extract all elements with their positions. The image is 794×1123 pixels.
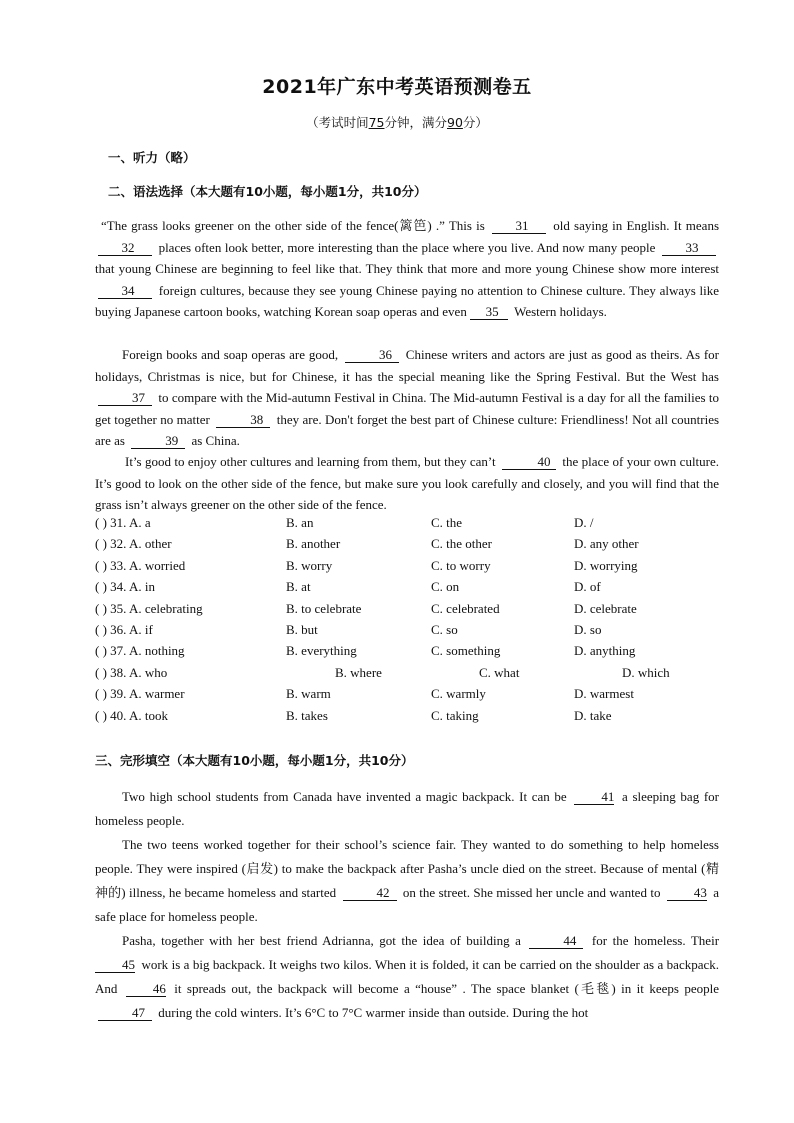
option-b: B. takes — [286, 707, 328, 723]
option-row-31 — [95, 515, 735, 536]
option-b: B. worry — [286, 557, 333, 573]
passage-text: to compare with the Mid-autumn Festival in China. The Mid-autumn Festival is a day for all the families to get together no matter — [95, 390, 720, 427]
option-b: B. another — [286, 536, 341, 552]
passage-text: the place of your own culture. It’s good to look on the other side of the fence, but make sure you look carefully and closely, and you will find that the grass isn’t always greener on the other side of the fence. — [95, 454, 720, 512]
option-d: D. take — [574, 707, 612, 723]
option-a: ( ) 32. A. other — [95, 536, 172, 552]
passage-text: Western holidays. — [514, 304, 607, 319]
blank-33: 33 — [662, 240, 716, 256]
option-b: B. warm — [286, 686, 331, 702]
option-a: ( ) 39. A. warmer — [95, 686, 185, 702]
option-d: D. worrying — [574, 557, 638, 573]
option-d: D. of — [574, 579, 601, 595]
blank-36: 36 — [345, 347, 399, 363]
passage-text: during the cold winters. It’s 6°C to 7°C warmer inside than outside. During the hot — [158, 1005, 589, 1020]
passage-text: work is a big backpack. It weighs two kilos. When it is folded, it can be carried on the shoulder as a backpack. And — [95, 957, 720, 996]
option-row-35 — [95, 601, 735, 622]
passage-text: a safe place for homeless people. — [95, 885, 720, 924]
passage-text: for the homeless. Their — [591, 933, 720, 948]
blank-32: 32 — [98, 240, 152, 256]
blank-38: 38 — [216, 412, 270, 428]
option-d: D. / — [574, 515, 594, 530]
option-row-34 — [95, 579, 735, 600]
option-row-33 — [95, 558, 735, 579]
passage-text: “The grass looks greener on the other side of the fence(篱笆) .” This is — [101, 218, 485, 233]
passage-text: as China. — [191, 433, 240, 448]
blank-31: 31 — [492, 218, 546, 234]
option-b: B. where — [335, 664, 382, 680]
option-c: C. on — [431, 579, 460, 595]
option-a: ( ) 35. A. celebrating — [95, 600, 203, 616]
option-a: ( ) 36. A. if — [95, 621, 153, 637]
passage-text: The two teens worked together for their school’s science fair. They wanted to do something to help homeless people. They were inspired (启发) to make the backpack after Pasha’s uncle died on the street. Because of mental (精神的) illness, he became homeless and started — [95, 837, 719, 900]
cloze-paragraph-3 — [95, 929, 719, 1025]
cloze-paragraph-1 — [95, 785, 719, 833]
exam-time: 75 — [368, 115, 385, 130]
option-c: C. warmly — [431, 686, 486, 702]
cloze-paragraph-2 — [95, 833, 719, 929]
option-c: C. the other — [431, 536, 493, 552]
blank-34: 34 — [98, 283, 152, 299]
blank-40: 40 — [502, 454, 556, 470]
subtitle-suffix: 分） — [462, 115, 488, 130]
blank-39: 39 — [131, 433, 185, 449]
passage-text: it spreads out, the backpack will become a “house” . The space blanket (毛毯) in it keeps people — [174, 981, 720, 996]
option-d: D. warmest — [574, 686, 634, 702]
option-a: ( ) 40. A. took — [95, 707, 168, 723]
exam-info — [0, 113, 794, 131]
blank-47: 47 — [98, 1005, 152, 1021]
option-row-40 — [95, 708, 735, 729]
blank-43: 43 — [667, 885, 707, 901]
passage-text: Chinese writers and actors are just as good as theirs. As for holidays, Christmas is nice, but for Chinese, it has the special meaning like the Spring Festival. But the West has — [95, 347, 720, 384]
grammar-options — [95, 515, 735, 729]
blank-44: 44 — [529, 933, 583, 949]
option-c: C. the — [431, 515, 463, 530]
option-d: D. celebrate — [574, 600, 637, 616]
option-c: C. what — [479, 664, 520, 680]
option-c: C. to worry — [431, 557, 491, 573]
option-c: C. taking — [431, 707, 479, 723]
passage-text: Pasha, together with her best friend Adrianna, got the idea of building a — [122, 933, 521, 948]
blank-37: 37 — [98, 390, 152, 406]
option-a: ( ) 31. A. a — [95, 515, 151, 530]
passage-text: foreign cultures, because they see young Chinese paying no attention to Chinese culture. They always like buying Japanese cartoon books, watching Korean soap operas and even — [95, 282, 720, 319]
option-b: B. an — [286, 515, 314, 530]
option-b: B. to celebrate — [286, 600, 362, 616]
blank-42: 42 — [343, 885, 397, 901]
option-row-39 — [95, 686, 735, 707]
option-b: B. but — [286, 621, 318, 637]
option-d: D. so — [574, 621, 602, 637]
option-c: C. so — [431, 621, 458, 637]
grammar-paragraph-1 — [95, 215, 719, 323]
option-c: C. something — [431, 643, 501, 659]
passage-text: Foreign books and soap operas are good, — [122, 347, 339, 362]
option-row-36 — [95, 622, 735, 643]
passage-text: It’s good to enjoy other cultures and learning from them, but they can’t — [125, 454, 496, 469]
passage-text: old saying in English. It means — [553, 218, 720, 233]
passage-text: that young Chinese are beginning to feel like that. They think that more and more young Chinese show more interest — [95, 261, 719, 276]
section-cloze-heading: 三、完形填空（本大题有10小题，每小题1分，共10分） — [95, 753, 414, 768]
option-c: C. celebrated — [431, 600, 500, 616]
grammar-paragraph-2 — [95, 344, 719, 452]
option-a: ( ) 33. A. worried — [95, 557, 186, 573]
exam-score: 90 — [447, 115, 463, 130]
option-a: ( ) 38. A. who — [95, 664, 168, 680]
option-b: B. everything — [286, 643, 357, 659]
option-row-37 — [95, 643, 735, 664]
page-title: 2021年广东中考英语预测卷五 — [262, 76, 532, 98]
option-a: ( ) 34. A. in — [95, 579, 155, 595]
passage-text: a sleeping bag for homeless people. — [95, 789, 720, 828]
option-b: B. at — [286, 579, 311, 595]
passage-text: on the street. She missed her uncle and wanted to — [402, 885, 661, 900]
subtitle-prefix: （考试时间 — [306, 115, 369, 130]
option-d: D. which — [622, 664, 670, 680]
section-grammar-heading: 二、语法选择（本大题有10小题，每小题1分，共10分） — [108, 184, 427, 199]
section-listening-heading: 一、听力（略） — [108, 150, 196, 165]
option-d: D. anything — [574, 643, 636, 659]
subtitle-middle: 分钟，满分 — [384, 115, 447, 130]
option-d: D. any other — [574, 536, 639, 552]
passage-text: Two high school students from Canada have invented a magic backpack. It can be — [122, 789, 567, 804]
blank-35: 35 — [470, 304, 508, 320]
blank-46: 46 — [126, 981, 166, 997]
passage-text: places often look better, more interesting than the place where you live. And now many people — [158, 239, 656, 255]
blank-41: 41 — [574, 789, 614, 805]
blank-45: 45 — [95, 957, 135, 973]
passage-text: they are. Don't forget the best part of Chinese culture: Friendliness! Not all countries are as — [95, 411, 720, 448]
option-row-32 — [95, 536, 735, 557]
option-row-38 — [95, 665, 735, 686]
grammar-paragraph-3 — [95, 451, 719, 516]
option-a: ( ) 37. A. nothing — [95, 643, 185, 659]
